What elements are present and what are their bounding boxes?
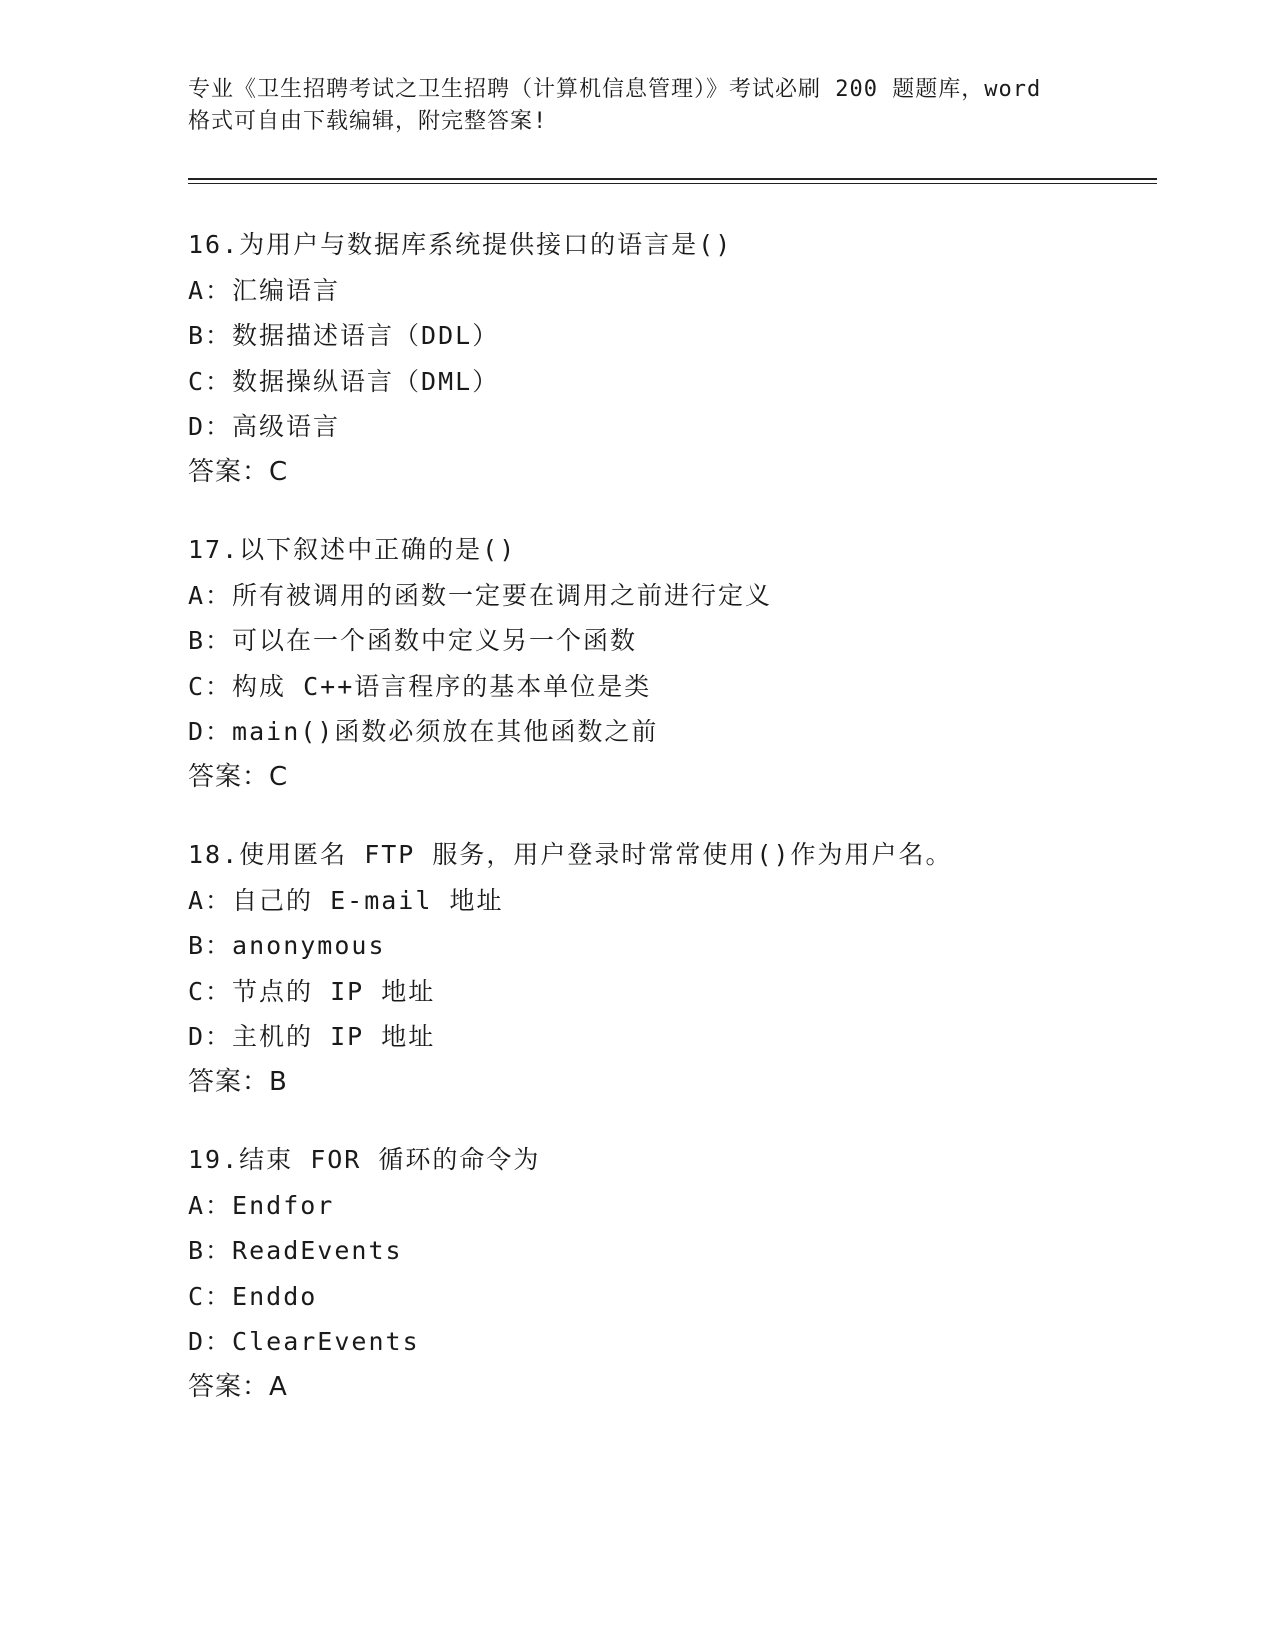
header-line-1: 专业《卫生招聘考试之卫生招聘（计算机信息管理）》考试必刷 200 题题库，word xyxy=(188,77,1042,102)
option-d: D：主机的 IP 地址 xyxy=(188,1022,436,1051)
option-c: C：构成 C++语言程序的基本单位是类 xyxy=(188,671,652,701)
document-header xyxy=(188,74,1088,138)
answer-key: 答案：C xyxy=(188,761,289,792)
header-divider-thin xyxy=(188,183,1157,184)
question-stem: 17.以下叙述中正确的是() xyxy=(188,535,517,564)
answer-key: 答案：A xyxy=(188,1371,288,1402)
question-16 xyxy=(188,222,1148,495)
option-b: B：anonymous xyxy=(188,931,386,960)
question-stem: 18.使用匿名 FTP 服务，用户登录时常常使用()作为用户名。 xyxy=(188,840,953,869)
answer-key: 答案：B xyxy=(188,1066,288,1097)
option-d: D：高级语言 xyxy=(188,412,341,441)
option-d: D：ClearEvents xyxy=(188,1327,420,1356)
option-d: D：main()函数必须放在其他函数之前 xyxy=(188,717,659,746)
question-17 xyxy=(188,527,1148,800)
question-18 xyxy=(188,832,1148,1105)
option-b: B：可以在一个函数中定义另一个函数 xyxy=(188,626,638,655)
option-c: C：节点的 IP 地址 xyxy=(188,976,436,1006)
header-line-2: 格式可自由下载编辑，附完整答案! xyxy=(188,109,548,134)
option-a: A：Endfor xyxy=(188,1190,335,1220)
question-stem: 19.结束 FOR 循环的命令为 xyxy=(188,1145,541,1174)
option-b: B：数据描述语言（DDL） xyxy=(188,321,500,350)
question-19 xyxy=(188,1137,1148,1410)
option-c: C：Enddo xyxy=(188,1281,318,1311)
option-a: A：所有被调用的函数一定要在调用之前进行定义 xyxy=(188,580,773,610)
option-a: A：汇编语言 xyxy=(188,275,341,305)
header-divider-thick xyxy=(188,178,1157,180)
question-stem: 16.为用户与数据库系统提供接口的语言是() xyxy=(188,230,733,259)
option-c: C：数据操纵语言（DML） xyxy=(188,366,500,396)
option-a: A：自己的 E-mail 地址 xyxy=(188,885,504,915)
option-b: B：ReadEvents xyxy=(188,1236,403,1265)
answer-key: 答案：C xyxy=(188,456,289,487)
